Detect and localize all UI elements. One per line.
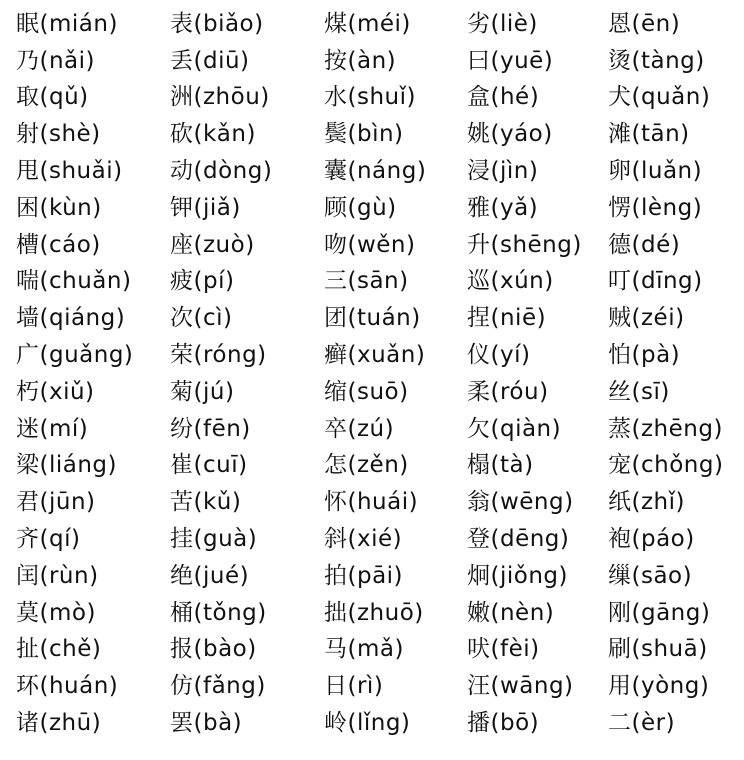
pinyin-entry: 菊(jú) — [170, 378, 235, 405]
pinyin-entry: 刷(shuā) — [608, 636, 708, 663]
pinyin-entry: 疲(pí) — [170, 268, 235, 295]
pinyin-entry: 困(kùn) — [16, 194, 102, 221]
pinyin-entry: 槽(cáo) — [16, 231, 101, 258]
pinyin-entry: 用(yòng) — [608, 673, 710, 700]
pinyin-entry: 诸(zhū) — [16, 710, 102, 737]
pinyin-entry: 浸(jìn) — [467, 158, 539, 185]
pinyin-entry: 闰(rùn) — [16, 562, 99, 589]
pinyin-entry: 怀(huái) — [324, 489, 419, 516]
pinyin-entry: 桶(tǒng) — [170, 599, 267, 626]
pinyin-entry: 罢(bà) — [170, 710, 243, 737]
pinyin-entry: 巡(xún) — [467, 268, 554, 295]
pinyin-entry: 动(dòng) — [170, 158, 273, 185]
pinyin-entry: 绝(jué) — [170, 562, 250, 589]
pinyin-entry: 仪(yí) — [467, 342, 531, 369]
pinyin-entry: 犬(quǎn) — [608, 84, 711, 111]
pinyin-entry: 宠(chǒng) — [608, 452, 724, 479]
pinyin-entry: 盒(hé) — [467, 84, 540, 111]
pinyin-entry: 榻(tà) — [467, 452, 534, 479]
pinyin-entry: 次(cì) — [170, 305, 233, 332]
pinyin-entry: 二(èr) — [608, 710, 676, 737]
pinyin-entry: 卒(zú) — [324, 415, 395, 442]
pinyin-entry: 蒸(zhēng) — [608, 415, 723, 442]
pinyin-entry: 怕(pà) — [608, 342, 681, 369]
pinyin-entry: 仿(fǎng) — [170, 673, 266, 700]
pinyin-entry: 砍(kǎn) — [170, 121, 256, 148]
pinyin-entry: 座(zuò) — [170, 231, 255, 258]
pinyin-entry: 三(sān) — [324, 268, 409, 295]
pinyin-entry: 顾(gù) — [324, 194, 397, 221]
pinyin-entry: 吠(fèi) — [467, 636, 540, 663]
pinyin-entry: 柔(róu) — [467, 378, 549, 405]
pinyin-entry: 卵(luǎn) — [608, 158, 703, 185]
pinyin-entry: 表(biǎo) — [170, 10, 264, 37]
pinyin-entry: 日(rì) — [324, 673, 384, 700]
pinyin-entry: 雅(yǎ) — [467, 194, 539, 221]
pinyin-entry: 眠(mián) — [16, 10, 118, 37]
pinyin-entry: 钾(jiǎ) — [170, 194, 241, 221]
pinyin-entry: 叮(dīng) — [608, 268, 703, 295]
pinyin-entry: 甩(shuǎi) — [16, 158, 123, 185]
pinyin-entry: 岭(lǐng) — [324, 710, 411, 737]
pinyin-entry: 囊(náng) — [324, 158, 427, 185]
pinyin-entry: 滩(tān) — [608, 121, 690, 148]
pinyin-entry: 姚(yáo) — [467, 121, 553, 148]
pinyin-entry: 贼(zéi) — [608, 305, 685, 332]
pinyin-entry: 愣(lèng) — [608, 194, 703, 221]
pinyin-entry: 鬓(bìn) — [324, 121, 404, 148]
pinyin-entry: 翁(wēng) — [467, 489, 574, 516]
pinyin-entry: 团(tuán) — [324, 305, 421, 332]
pinyin-entry: 捏(niē) — [467, 305, 547, 332]
pinyin-entry: 欠(qiàn) — [467, 415, 562, 442]
pinyin-entry: 刚(gāng) — [608, 599, 711, 626]
pinyin-entry: 洲(zhōu) — [170, 84, 270, 111]
pinyin-entry: 水(shuǐ) — [324, 84, 416, 111]
pinyin-entry: 恩(ēn) — [608, 10, 681, 37]
pinyin-entry: 袍(páo) — [608, 526, 695, 553]
pinyin-entry: 癣(xuǎn) — [324, 342, 426, 369]
pinyin-entry: 拙(zhuō) — [324, 599, 424, 626]
pinyin-entry: 扯(chě) — [16, 636, 102, 663]
pinyin-entry: 崔(cuī) — [170, 452, 248, 479]
pinyin-entry: 缩(suō) — [324, 378, 409, 405]
pinyin-entry: 荣(róng) — [170, 342, 267, 369]
pinyin-entry: 汪(wāng) — [467, 673, 574, 700]
pinyin-entry: 缫(sāo) — [608, 562, 693, 589]
pinyin-entry: 射(shè) — [16, 121, 101, 148]
pinyin-entry: 德(dé) — [608, 231, 681, 258]
pinyin-entry: 炯(jiǒng) — [467, 562, 568, 589]
pinyin-entry: 播(bō) — [467, 710, 540, 737]
pinyin-entry: 按(àn) — [324, 47, 397, 74]
pinyin-entry: 苦(kǔ) — [170, 489, 242, 516]
pinyin-entry: 烫(tàng) — [608, 47, 705, 74]
pinyin-entry: 马(mǎ) — [324, 636, 404, 663]
pinyin-entry: 怎(zěn) — [324, 452, 409, 479]
pinyin-entry: 登(dēng) — [467, 526, 570, 553]
pinyin-entry: 挂(guà) — [170, 526, 258, 553]
pinyin-entry: 取(qǔ) — [16, 84, 89, 111]
pinyin-entry: 煤(méi) — [324, 10, 411, 37]
pinyin-entry: 纸(zhǐ) — [608, 489, 685, 516]
pinyin-entry: 君(jūn) — [16, 489, 96, 516]
pinyin-entry: 丢(diū) — [170, 47, 250, 74]
pinyin-entry: 喘(chuǎn) — [16, 268, 132, 295]
pinyin-entry: 莫(mò) — [16, 599, 96, 626]
pinyin-entry: 纷(fēn) — [170, 415, 251, 442]
pinyin-entry: 环(huán) — [16, 673, 119, 700]
pinyin-entry: 嫩(nèn) — [467, 599, 555, 626]
pinyin-entry: 乃(nǎi) — [16, 47, 96, 74]
pinyin-entry: 斜(xié) — [324, 526, 403, 553]
pinyin-entry: 劣(liè) — [467, 10, 538, 37]
pinyin-entry: 广(guǎng) — [16, 342, 134, 369]
pinyin-entry: 升(shēng) — [467, 231, 582, 258]
pinyin-entry: 齐(qí) — [16, 526, 81, 553]
pinyin-entry: 梁(liáng) — [16, 452, 117, 479]
pinyin-entry: 墙(qiáng) — [16, 305, 126, 332]
pinyin-entry: 曰(yuē) — [467, 47, 554, 74]
pinyin-entry: 吻(wěn) — [324, 231, 416, 258]
pinyin-entry: 报(bào) — [170, 636, 257, 663]
pinyin-entry: 拍(pāi) — [324, 562, 404, 589]
pinyin-entry: 朽(xiǔ) — [16, 378, 95, 405]
pinyin-entry: 丝(sī) — [608, 378, 670, 405]
pinyin-entry: 迷(mí) — [16, 415, 89, 442]
